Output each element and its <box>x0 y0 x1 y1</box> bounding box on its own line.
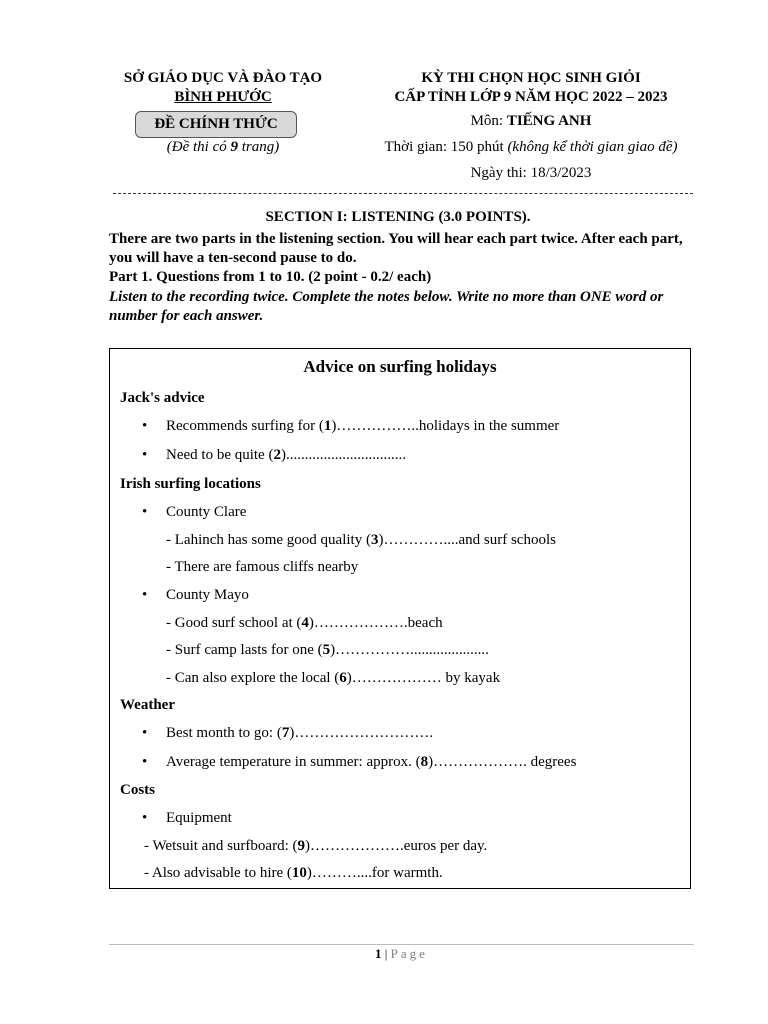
q2-number: 2 <box>273 447 281 463</box>
bullet-icon: • <box>142 447 148 463</box>
question-2 <box>166 447 406 464</box>
cliffs-note: - There are famous cliffs nearby <box>166 559 359 575</box>
exam-title: KỲ THI CHỌN HỌC SINH GIỎI <box>421 70 641 86</box>
q2-suffix: )................................ <box>280 447 406 463</box>
question-10 <box>144 865 443 882</box>
q7-suffix: )………………………. <box>289 725 434 741</box>
q8-prefix: Average temperature in summer: approx. ( <box>166 754 421 770</box>
bullet-icon: • <box>142 418 148 434</box>
q4-suffix: )……………….beach <box>308 615 443 631</box>
q6-prefix: - Can also explore the local ( <box>166 670 340 686</box>
question-5 <box>166 642 489 659</box>
bullet-icon: • <box>142 754 148 770</box>
part-heading: Part 1. Questions from 1 to 10. (2 point - 0.2/ each) <box>109 269 432 285</box>
question-4 <box>166 615 443 632</box>
footer-separator: | <box>381 946 391 961</box>
exam-date: Ngày thi: 18/3/2023 <box>470 165 592 181</box>
equipment-label: Equipment <box>166 810 232 826</box>
time-note: (không kể thời gian giao đề) <box>507 139 678 155</box>
page-footer <box>109 946 694 962</box>
official-badge: ĐỀ CHÍNH THỨC <box>135 111 297 138</box>
department-block <box>88 69 358 107</box>
page-number: 1 <box>375 946 382 961</box>
q10-prefix: - Also advisable to hire ( <box>144 865 292 881</box>
page-count-note <box>88 139 358 156</box>
exam-level: CẤP TỈNH LỚP 9 NĂM HỌC 2022 – 2023 <box>394 89 668 105</box>
province-name: BÌNH PHƯỚC <box>174 89 272 105</box>
heading-costs: Costs <box>120 782 156 798</box>
time-label: Thời gian: 150 phút <box>384 139 508 155</box>
q3-number: 3 <box>370 532 379 548</box>
q3-prefix: - Lahinch has some good quality ( <box>166 532 371 548</box>
q5-prefix: - Surf camp lasts for one ( <box>166 642 323 658</box>
time-line <box>358 139 704 156</box>
page-count-prefix: (Đề thi có <box>166 139 231 155</box>
county-clare: County Clare <box>166 504 247 520</box>
instruction-text: Listen to the recording twice. Complete the notes below. Write no more than ONE word or number for each answer. <box>109 289 664 324</box>
footer-divider <box>109 944 694 945</box>
q5-number: 5 <box>322 642 331 658</box>
department-name: SỞ GIÁO DỤC VÀ ĐÀO TẠO <box>123 70 323 86</box>
section-intro: There are two parts in the listening section. You will hear each part twice. After each part, you will have a ten-second pause to do. <box>109 231 683 266</box>
subject-label: Môn: <box>470 113 507 129</box>
q1-prefix: Recommends surfing for ( <box>166 418 324 434</box>
q10-number: 10 <box>291 865 307 881</box>
q8-number: 8 <box>420 754 429 770</box>
subject-value: TIẾNG ANH <box>506 113 592 129</box>
q7-number: 7 <box>281 725 290 741</box>
page-count-suffix: trang) <box>237 139 280 155</box>
q4-number: 4 <box>301 615 309 631</box>
question-7 <box>166 725 433 742</box>
q2-prefix: Need to be quite ( <box>166 447 274 463</box>
q1-number: 1 <box>323 418 332 434</box>
question-9 <box>144 838 487 855</box>
q8-suffix: )………………. degrees <box>428 754 577 770</box>
q9-suffix: )……………….euros per day. <box>304 838 488 854</box>
page-word: Page <box>390 946 428 961</box>
heading-weather: Weather <box>120 697 175 713</box>
page-count-number: 9 <box>230 139 238 155</box>
dashed-divider <box>113 193 693 194</box>
notes-box <box>109 348 691 889</box>
bullet-icon: • <box>142 587 148 603</box>
q7-prefix: Best month to go: ( <box>166 725 282 741</box>
heading-irish-locations: Irish surfing locations <box>120 476 261 492</box>
q9-number: 9 <box>297 838 305 854</box>
question-3 <box>166 532 556 549</box>
q6-number: 6 <box>339 670 347 686</box>
question-8 <box>166 754 576 771</box>
q5-suffix: )……………..................... <box>330 642 489 658</box>
notes-title: Advice on surfing holidays <box>303 357 497 376</box>
q10-suffix: )………....for warmth. <box>306 865 443 881</box>
heading-jack-advice: Jack's advice <box>120 390 205 406</box>
question-6 <box>166 670 500 687</box>
exam-title-block <box>358 69 704 107</box>
question-1 <box>166 418 559 435</box>
q1-suffix: )……………..holidays in the summer <box>331 418 560 434</box>
bullet-icon: • <box>142 725 148 741</box>
q3-suffix: )…………....and surf schools <box>378 532 556 548</box>
county-mayo: County Mayo <box>166 587 249 603</box>
bullet-icon: • <box>142 504 148 520</box>
section-title: SECTION I: LISTENING (3.0 POINTS). <box>265 209 531 225</box>
bullet-icon: • <box>142 810 148 826</box>
q6-suffix: )……………… by kayak <box>346 670 501 686</box>
q4-prefix: - Good surf school at ( <box>166 615 302 631</box>
q9-prefix: - Wetsuit and surfboard: ( <box>144 838 298 854</box>
subject-line <box>358 113 704 130</box>
